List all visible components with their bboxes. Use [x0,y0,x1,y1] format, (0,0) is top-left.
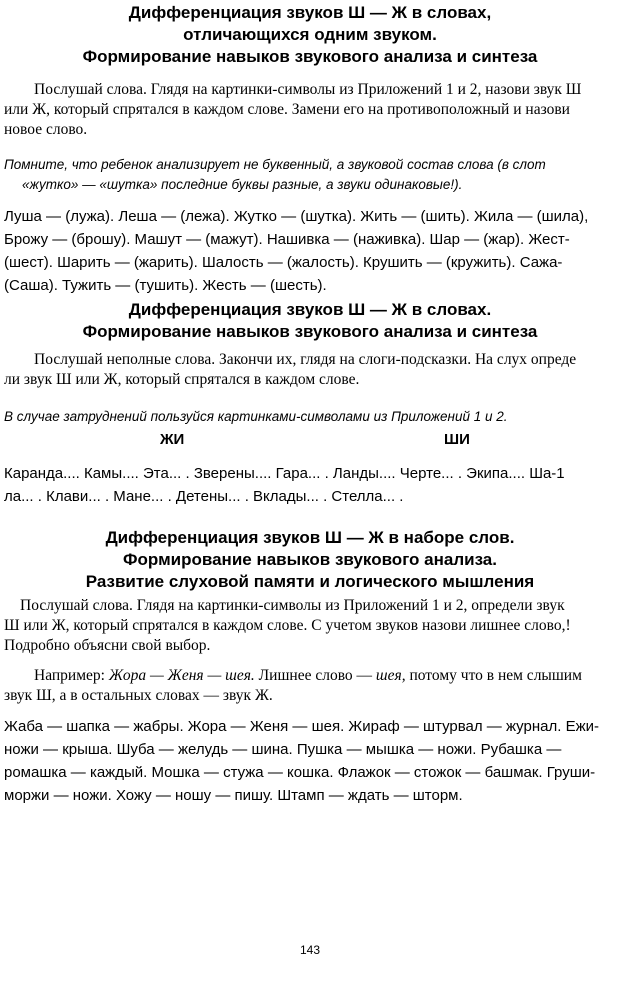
text-line: моржи — ножи. Хожу — ношу — пишу. Штамп — ждать — шторм. [4,787,463,804]
example-line [4,666,582,686]
text-line: новое слово. [4,121,88,138]
text-line: ла... . Клави... . Мане... . Детены... . Вклады... . Стелла... . [4,488,404,505]
text-line: ножи — крыша. Шуба — желудь — шина. Пушка — мышка — ножи. Рубашка — [4,741,562,758]
example-odd-word: шея, [375,667,406,684]
section3-instruction [4,596,571,656]
text-line: Послушай слова. Глядя на картинки-символы из Приложений 1 и 2, назови звук Ш [34,81,582,98]
title-line: Развитие слуховой памяти и логического мышления [85,572,535,591]
text-line: «жутко» — «шутка» последние буквы разные, а звуки одинаковые!). [22,177,463,192]
text-line: Послушай слова. Глядя на картинки-символы из Приложений 1 и 2, определи звук [20,597,565,614]
text-line: Брожу — (брошу). Машут — (мажут). Нашивка — (наживка). Шар — (жар). Жест- [4,231,570,248]
section3-words [4,715,599,807]
section3-title [0,527,620,593]
syllable-hint-zhi: ЖИ [160,431,185,448]
text-line: В случае затруднений пользуйся картинками-символами из Приложений 1 и 2. [4,409,508,424]
title-line: отличающихся одним звуком. [183,25,437,44]
text-line: Подробно объясни свой выбор. [4,637,211,654]
example-mid: Лишнее слово — [254,667,376,684]
syllable-hint-shi: ШИ [444,431,470,448]
section2-instruction [4,350,576,390]
section1-note [4,155,546,195]
section1-instruction [4,80,581,140]
title-line: Формирование навыков звукового анализа. [123,550,497,569]
title-line: Дифференциация звуков Ш — Ж в наборе слов. [105,528,515,547]
text-line: Жаба — шапка — жабры. Жора — Женя — шея. Жираф — штурвал — журнал. Ежи- [4,718,599,735]
text-line: (шест). Шарить — (жарить). Шалость — (жалость). Крушить — (кружить). Сажа- [4,254,563,271]
title-line: Формирование навыков звукового анализа и синтеза [82,322,538,341]
text-line: звук Ш, а в остальных словах — звук Ж. [4,687,273,704]
text-line: Ш или Ж, который спрятался в каждом слове. С учетом звуков назови лишнее слово,! [4,617,571,634]
section2-words [4,462,565,508]
text-line: ромашка — каждый. Мошка — стужа — кошка. Флажок — стожок — башмак. Груши- [4,764,596,781]
text-line: Каранда.... Камы.... Эта... . Зверены.... Гара... . Ланды.... Черте... . Экипа.... Ша-1 [4,465,565,482]
text-line: (Саша). Тужить — (тушить). Жесть — (шесть). [4,277,327,294]
text-line: ли звук Ш или Ж, который спрятался в каждом слове. [4,371,360,388]
example-prefix: Например: [34,667,109,684]
text-line: Послушай неполные слова. Закончи их, глядя на слоги-подсказки. На слух опреде [34,351,577,368]
section2-note [4,407,508,427]
text-line: Помните, что ребенок анализирует не буквенный, а звуковой состав слова (в слот [4,157,546,172]
section3-example [4,666,582,706]
section1-title [0,2,620,68]
section2-title [0,299,620,343]
example-words: Жора — Женя — шея. [108,667,255,684]
example-rest: потому что в нем слышим [405,667,582,684]
section1-words [4,205,588,297]
text-line: Луша — (лужа). Леша — (лежа). Жутко — (шутка). Жить — (шить). Жила — (шила), [4,208,589,225]
title-line: Дифференциация звуков Ш — Ж в словах, [128,3,492,22]
page-number: 143 [299,943,321,957]
text-line: или Ж, который спрятался в каждом слове. Замени его на противоположный и назови [4,101,570,118]
title-line: Дифференциация звуков Ш — Ж в словах. [128,300,492,319]
title-line: Формирование навыков звукового анализа и синтеза [82,47,538,66]
